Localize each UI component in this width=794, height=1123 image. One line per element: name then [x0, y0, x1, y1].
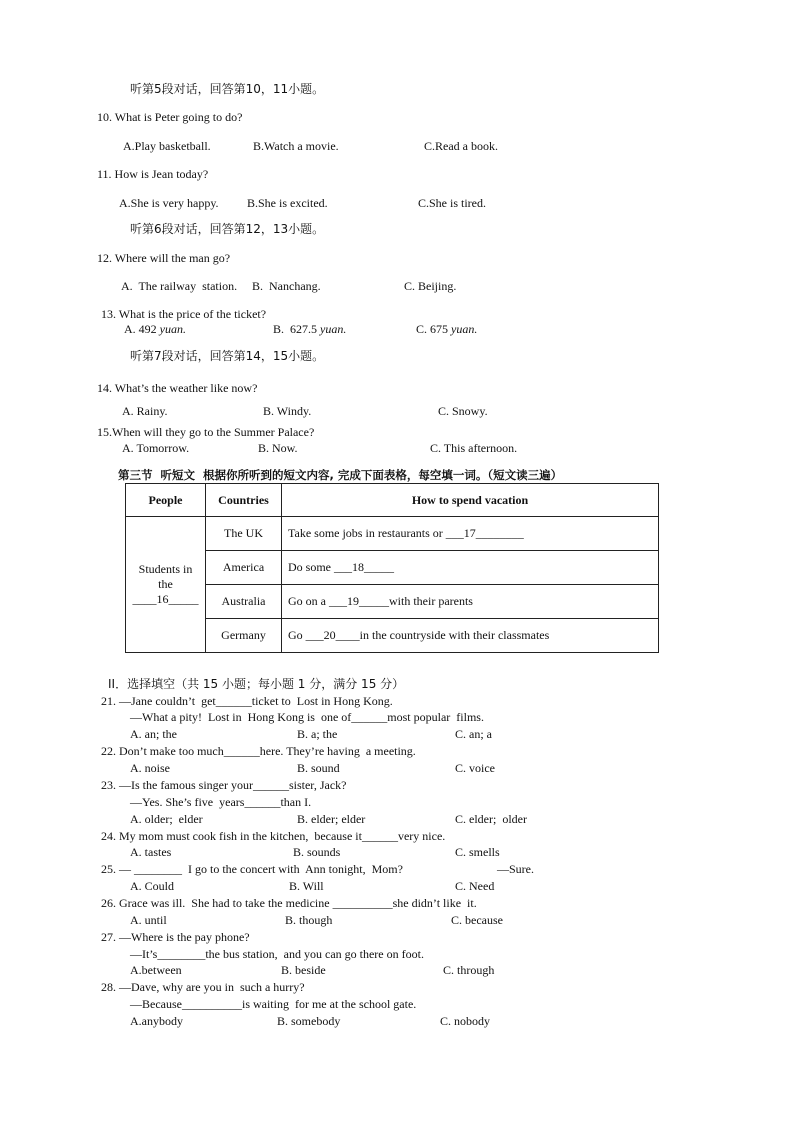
header-countries: Countries — [206, 484, 282, 517]
q15-option-c: C. This afternoon. — [430, 441, 518, 455]
q21-option-b: B. a; the — [297, 727, 338, 741]
q26-option-a: A. until — [130, 913, 167, 927]
table-row — [126, 517, 659, 551]
q23-option-a: A. older; elder — [130, 812, 203, 826]
q24-option-b: B. sounds — [293, 845, 341, 859]
q28-option-c: C. nobody — [440, 1014, 491, 1028]
q12-option-a: A. The railway station. — [121, 279, 238, 293]
question-26: 26. Grace was ill. She had to take the medicine __________she didn’t like it. — [101, 896, 477, 910]
country-cell: Australia — [206, 585, 282, 619]
q28-option-b: B. somebody — [277, 1014, 341, 1028]
question-15: 15.When will they go to the Summer Palace? — [97, 425, 315, 439]
question-10: 10. What is Peter going to do? — [97, 110, 243, 124]
q26-option-b: B. though — [285, 913, 333, 927]
people-text: Students in — [138, 562, 193, 576]
question-11: 11. How is Jean today? — [97, 167, 209, 181]
q27-option-a: A.between — [130, 963, 182, 977]
q28-option-a: A.anybody — [130, 1014, 183, 1028]
how-cell: Do some ___18_____ — [282, 551, 659, 585]
table-header-row — [126, 484, 659, 517]
q21-option-a: A. an; the — [130, 727, 177, 741]
q27-option-b: B. beside — [281, 963, 326, 977]
q14-option-a: A. Rainy. — [122, 404, 168, 418]
question-23-line2: —Yes. She’s five years______than I. — [130, 795, 312, 809]
question-24: 24. My mom must cook fish in the kitchen, because it______very nice. — [101, 829, 446, 843]
q14-option-b: B. Windy. — [263, 404, 312, 418]
blank-18[interactable]: ___18_____ — [334, 560, 394, 574]
blank-17[interactable]: ___17________ — [445, 526, 524, 540]
q10-option-b: B.Watch a movie. — [253, 139, 339, 153]
q11-option-a: A.She is very happy. — [119, 196, 219, 210]
header-how: How to spend vacation — [282, 484, 659, 517]
q12-option-b: B. Nanchang. — [252, 279, 321, 293]
how-cell: Go ___20____in the countryside with their classmates — [282, 619, 659, 653]
part-3-instruction: 第三节 听短文 根据你所听到的短文内容, 完成下面表格，每空填一词。（短文读三遍） — [118, 468, 563, 482]
people-text: the — [158, 577, 173, 591]
question-21-line2: —What a pity! Lost in Hong Kong is one of______most popular films. — [130, 710, 484, 724]
q24-option-a: A. tastes — [130, 845, 172, 859]
part-2-heading: II．选择填空（共 15 小题；每小题 1 分，满分 15 分） — [108, 677, 405, 691]
q13-option-c: C. 675 yuan. — [416, 322, 478, 336]
q25-reply: —Sure. — [497, 862, 534, 876]
question-14: 14. What’s the weather like now? — [97, 381, 258, 395]
vacation-table — [125, 483, 659, 653]
how-cell: Take some jobs in restaurants or ___17________ — [282, 517, 659, 551]
q27-option-c: C. through — [443, 963, 495, 977]
q13-option-b: B. 627.5 yuan. — [273, 322, 347, 336]
country-cell: The UK — [206, 517, 282, 551]
q23-option-c: C. elder; older — [455, 812, 527, 826]
question-27: 27. —Where is the pay phone? — [101, 930, 250, 944]
q12-option-c: C. Beijing. — [404, 279, 457, 293]
question-12: 12. Where will the man go? — [97, 251, 231, 265]
section-6-instruction: 听第6段对话，回答第12，13小题。 — [130, 222, 325, 236]
q22-option-c: C. voice — [455, 761, 495, 775]
question-23: 23. —Is the famous singer your______sister, Jack? — [101, 778, 347, 792]
header-people: People — [126, 484, 206, 517]
question-21: 21. —Jane couldn’t get______ticket to Lost in Hong Kong. — [101, 694, 393, 708]
blank-16[interactable]: ____16_____ — [132, 592, 199, 606]
q25-option-a: A. Could — [130, 879, 175, 893]
section-7-instruction: 听第7段对话，回答第14，15小题。 — [130, 349, 325, 363]
q22-option-b: B. sound — [297, 761, 340, 775]
q10-option-a: A.Play basketball. — [123, 139, 211, 153]
q21-option-c: C. an; a — [455, 727, 492, 741]
country-cell: Germany — [206, 619, 282, 653]
question-25: 25. — ________ I go to the concert with Ann tonight, Mom? — [101, 862, 403, 876]
section-5-instruction: 听第5段对话，回答第10，11小题。 — [130, 82, 325, 96]
blank-19[interactable]: ___19_____ — [329, 594, 389, 608]
question-28-line2: —Because__________is waiting for me at the school gate. — [130, 997, 417, 1011]
country-cell: America — [206, 551, 282, 585]
q11-option-c: C.She is tired. — [418, 196, 486, 210]
q15-option-b: B. Now. — [258, 441, 298, 455]
q10-option-c: C.Read a book. — [424, 139, 498, 153]
q14-option-c: C. Snowy. — [438, 404, 488, 418]
table-row — [126, 551, 659, 585]
q22-option-a: A. noise — [130, 761, 170, 775]
q13-option-a: A. 492 yuan. — [124, 322, 186, 336]
question-22: 22. Don’t make too much______here. They’re having a meeting. — [101, 744, 416, 758]
q11-option-b: B.She is excited. — [247, 196, 328, 210]
how-cell: Go on a ___19_____with their parents — [282, 585, 659, 619]
q25-option-b: B. Will — [289, 879, 324, 893]
q26-option-c: C. because — [451, 913, 503, 927]
q24-option-c: C. smells — [455, 845, 500, 859]
q23-option-b: B. elder; elder — [297, 812, 366, 826]
blank-20[interactable]: ___20____ — [305, 628, 360, 642]
table-row — [126, 585, 659, 619]
q15-option-a: A. Tomorrow. — [122, 441, 190, 455]
question-28: 28. —Dave, why are you in such a hurry? — [101, 980, 305, 994]
question-13: 13. What is the price of the ticket? — [101, 307, 267, 321]
question-27-line2: —It’s________the bus station, and you can go there on foot. — [130, 947, 424, 961]
q25-option-c: C. Need — [455, 879, 495, 893]
people-cell — [126, 517, 206, 653]
table-row — [126, 619, 659, 653]
